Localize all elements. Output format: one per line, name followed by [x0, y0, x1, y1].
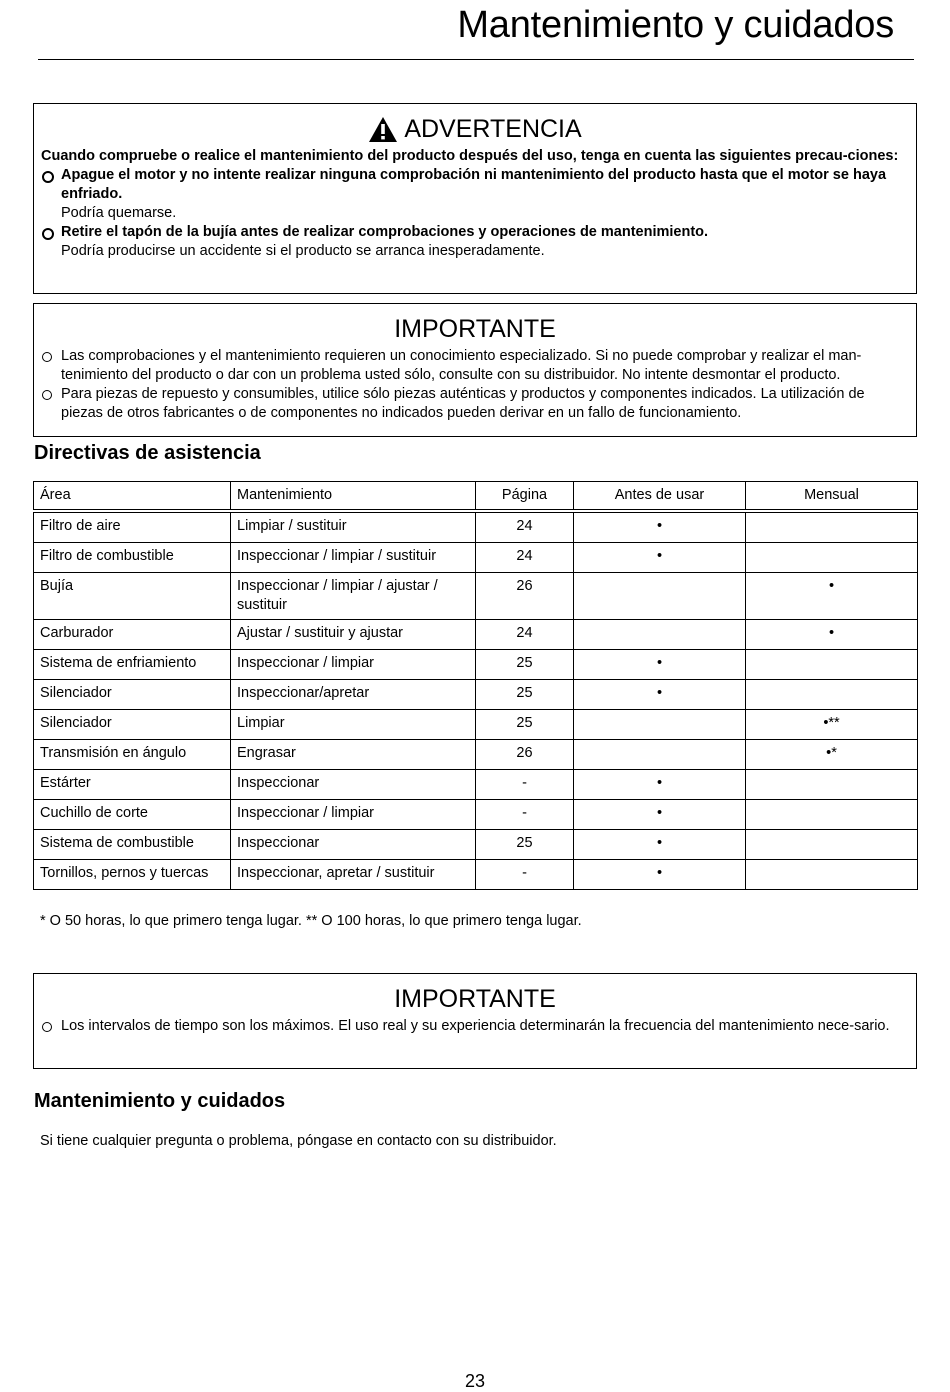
table-header-row [34, 482, 918, 512]
cell-monthly [746, 650, 918, 680]
page-number: 23 [464, 1371, 486, 1391]
bullet-circle-icon [42, 390, 52, 400]
important-item [41, 347, 909, 385]
cell-before-use [574, 620, 746, 650]
cell-maintenance: Inspeccionar / limpiar / ajustar / sustituir [231, 573, 476, 620]
important-item-text: Las comprobaciones y el mantenimiento requieren un conocimiento especializado. Si no puede comprobar y realizar el man-tenimiento del producto o dar con un problema usted sólo, consulte con su distribuidor. No intente desmontar el producto. [61, 348, 862, 383]
warning-heading [41, 104, 909, 147]
table-row [34, 620, 918, 650]
title-divider [38, 59, 914, 60]
cell-page: 25 [476, 680, 574, 710]
cell-before-use [574, 710, 746, 740]
cell-before-use: • [574, 830, 746, 860]
cell-maintenance: Inspeccionar / limpiar [231, 650, 476, 680]
cell-monthly [746, 800, 918, 830]
cell-area: Sistema de combustible [34, 830, 231, 860]
warning-item-bold: Retire el tapón de la bujía antes de realizar comprobaciones y operaciones de mantenimiento. [61, 224, 709, 240]
cell-area: Silenciador [34, 680, 231, 710]
cell-monthly: • [746, 573, 918, 620]
cell-area: Estárter [34, 770, 231, 800]
table-row [34, 573, 918, 620]
column-header: Área [34, 482, 231, 512]
important-heading: IMPORTANTE [394, 985, 556, 1013]
table-row [34, 830, 918, 860]
table-row [34, 740, 918, 770]
cell-maintenance: Inspeccionar/apretar [231, 680, 476, 710]
cell-area: Silenciador [34, 710, 231, 740]
warning-item [41, 166, 909, 223]
cell-maintenance: Engrasar [231, 740, 476, 770]
important-item [41, 385, 909, 423]
cell-maintenance: Inspeccionar, apretar / sustituir [231, 860, 476, 890]
cell-area: Bujía [34, 573, 231, 620]
cell-before-use [574, 573, 746, 620]
table-row [34, 650, 918, 680]
important-item-text: Los intervalos de tiempo son los máximos. El uso real y su experiencia determinarán la frecuencia del mantenimiento nece-sario. [61, 1018, 890, 1034]
page-title: Mantenimiento y cuidados [457, 4, 894, 46]
bullet-circle-icon [42, 1022, 52, 1032]
important-heading: IMPORTANTE [394, 315, 556, 343]
warning-item-note: Podría quemarse. [61, 205, 177, 221]
bullet-circle-icon [42, 171, 54, 183]
cell-page: - [476, 800, 574, 830]
important-box-intervals [33, 973, 917, 1069]
table-row [34, 800, 918, 830]
cell-before-use: • [574, 680, 746, 710]
warning-intro: Cuando compruebe o realice el mantenimiento del producto después del uso, tenga en cuenta las siguientes precau-ciones: [41, 148, 899, 164]
care-text: Si tiene cualquier pregunta o problema, póngase en contacto con su distribuidor. [40, 1133, 557, 1149]
column-header: Mensual [746, 482, 918, 512]
cell-page: 24 [476, 511, 574, 543]
section-title-schedule: Directivas de asistencia [34, 442, 261, 464]
warning-item [41, 223, 909, 261]
cell-monthly [746, 830, 918, 860]
cell-page: 24 [476, 620, 574, 650]
cell-monthly: • [746, 620, 918, 650]
cell-monthly [746, 680, 918, 710]
maintenance-schedule-table [33, 481, 918, 890]
cell-before-use: • [574, 511, 746, 543]
cell-monthly [746, 511, 918, 543]
important-item [41, 1017, 909, 1036]
cell-before-use: • [574, 770, 746, 800]
cell-area: Filtro de aire [34, 511, 231, 543]
cell-monthly [746, 860, 918, 890]
bullet-circle-icon [42, 352, 52, 362]
section-title-care: Mantenimiento y cuidados [34, 1090, 286, 1112]
cell-area: Sistema de enfriamiento [34, 650, 231, 680]
column-header: Página [476, 482, 574, 512]
schedule-footnote: * O 50 horas, lo que primero tenga lugar. ** O 100 horas, lo que primero tenga lugar. [40, 913, 582, 929]
cell-page: - [476, 860, 574, 890]
cell-area: Filtro de combustible [34, 543, 231, 573]
table-row [34, 860, 918, 890]
cell-area: Tornillos, pernos y tuercas [34, 860, 231, 890]
warning-item-note: Podría producirse un accidente si el producto se arranca inesperadamente. [61, 243, 545, 259]
cell-page: 25 [476, 710, 574, 740]
cell-monthly [746, 543, 918, 573]
table-row [34, 770, 918, 800]
important-item-text: Para piezas de repuesto y consumibles, utilice sólo piezas auténticas y productos y componentes indicados. La utilización de piezas de otros fabricantes o de componentes no indicados pueden derivar en un fallo de funcionamiento. [61, 386, 865, 421]
cell-before-use: • [574, 800, 746, 830]
cell-page: 25 [476, 650, 574, 680]
warning-triangle-icon [368, 116, 398, 143]
cell-maintenance: Inspeccionar [231, 770, 476, 800]
cell-area: Carburador [34, 620, 231, 650]
cell-maintenance: Inspeccionar / limpiar [231, 800, 476, 830]
cell-before-use [574, 740, 746, 770]
important-box [33, 303, 917, 437]
cell-monthly: •* [746, 740, 918, 770]
table-row [34, 511, 918, 543]
cell-page: 24 [476, 543, 574, 573]
cell-maintenance: Inspeccionar [231, 830, 476, 860]
cell-maintenance: Ajustar / sustituir y ajustar [231, 620, 476, 650]
cell-maintenance: Inspeccionar / limpiar / sustituir [231, 543, 476, 573]
warning-heading-text: ADVERTENCIA [404, 115, 582, 143]
cell-page: 26 [476, 740, 574, 770]
cell-page: 26 [476, 573, 574, 620]
cell-area: Cuchillo de corte [34, 800, 231, 830]
table-row [34, 543, 918, 573]
cell-monthly: •** [746, 710, 918, 740]
cell-before-use: • [574, 650, 746, 680]
cell-before-use: • [574, 860, 746, 890]
warning-item-bold: Apague el motor y no intente realizar ninguna comprobación ni mantenimiento del producto hasta que el motor se haya enfriado. [61, 167, 887, 202]
cell-page: 25 [476, 830, 574, 860]
column-header: Mantenimiento [231, 482, 476, 512]
table-row [34, 710, 918, 740]
bullet-circle-icon [42, 228, 54, 240]
cell-monthly [746, 770, 918, 800]
cell-before-use: • [574, 543, 746, 573]
cell-maintenance: Limpiar [231, 710, 476, 740]
cell-maintenance: Limpiar / sustituir [231, 511, 476, 543]
cell-area: Transmisión en ángulo [34, 740, 231, 770]
cell-page: - [476, 770, 574, 800]
warning-box [33, 103, 917, 294]
column-header: Antes de usar [574, 482, 746, 512]
table-row [34, 680, 918, 710]
